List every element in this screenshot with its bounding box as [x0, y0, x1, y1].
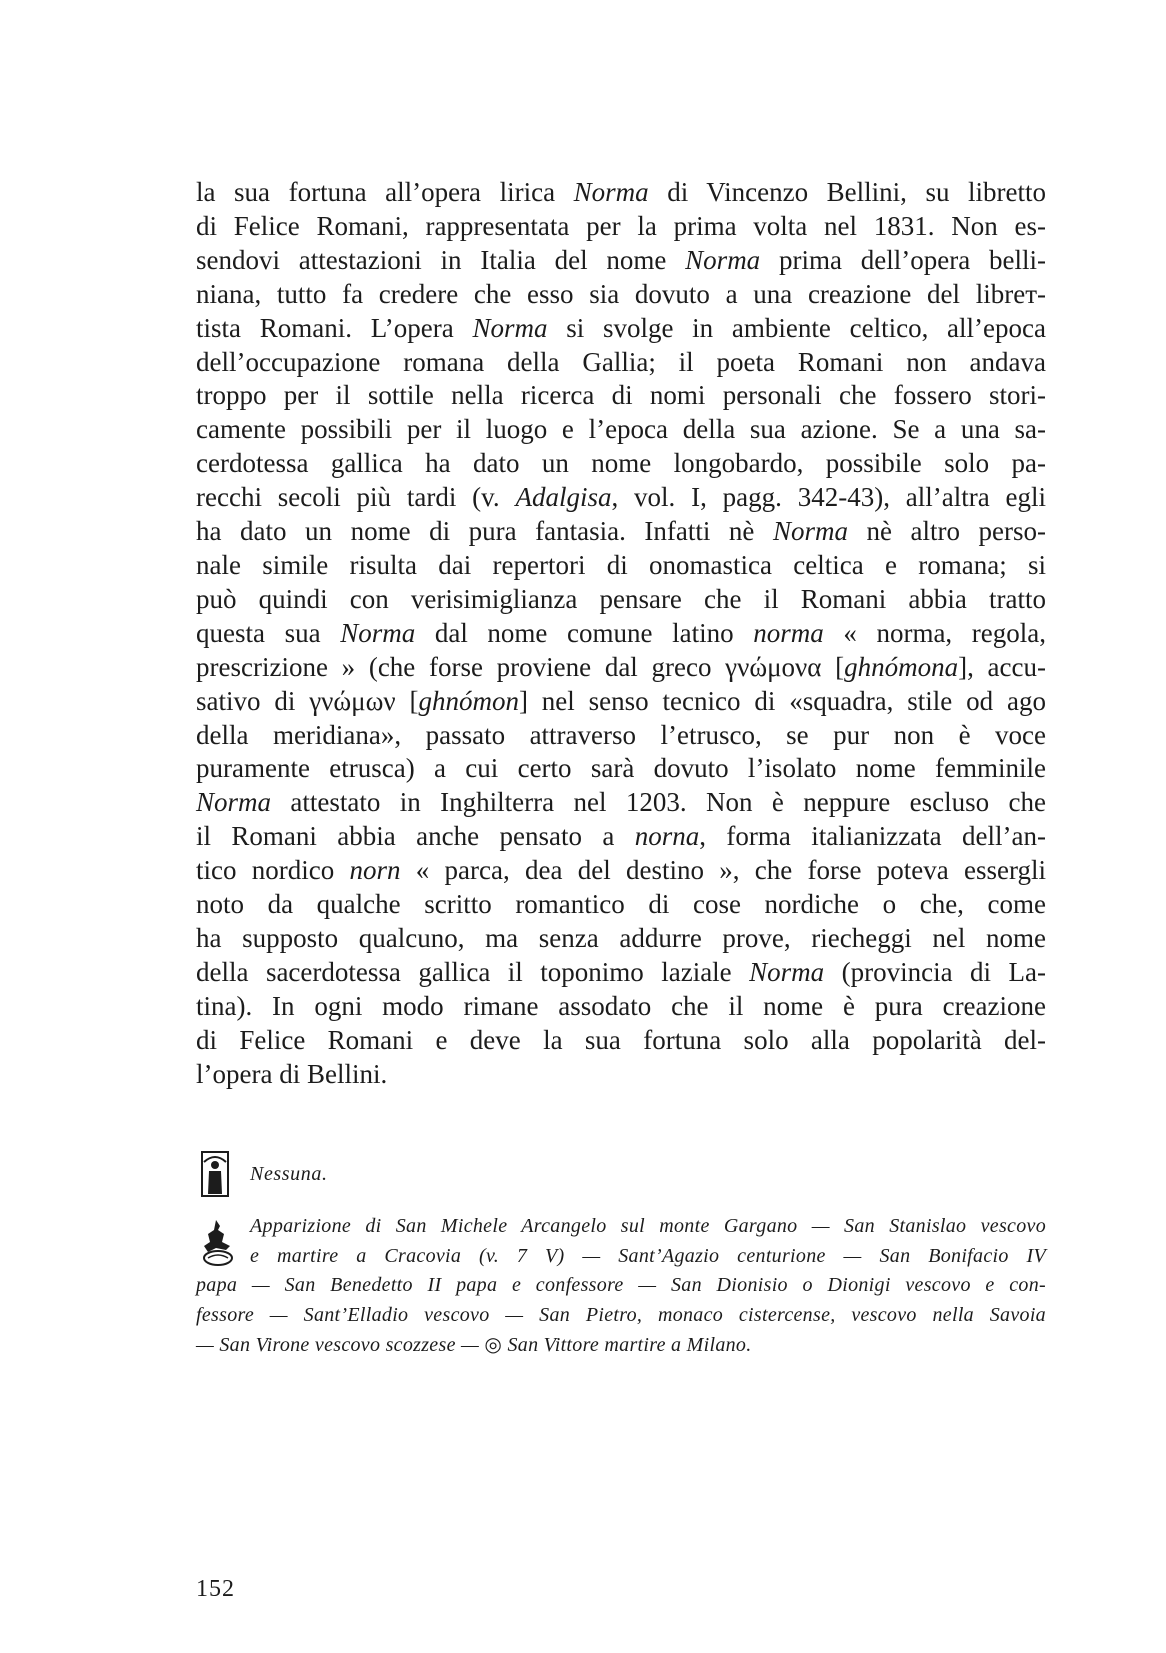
- body-line: della sacerdotessa gallica il toponimo laziale Norma (provincia di La-: [196, 956, 1046, 987]
- saints-line: papa — San Benedetto II papa e confessore — San Dionisio o Dionigi vescovo e con-: [196, 1274, 1046, 1297]
- body-line: tico nordico norn « parca, dea del destino », che forse poteva essergli: [196, 855, 1046, 886]
- body-line: tina). In ogni modo rimane assodato che il nome è pura creazione: [196, 990, 1046, 1021]
- body-line: di Felice Romani, rappresentata per la prima volta nel 1831. Non es-: [196, 210, 1046, 241]
- saints-line: — San Virone vescovo scozzese — ◎ San Vittore martire a Milano.: [196, 1333, 752, 1356]
- body-line: Norma attestato in Inghilterra nel 1203. Non è neppure escluso che: [196, 787, 1046, 818]
- saint-figure-icon: [200, 1150, 230, 1198]
- main-paragraph: [196, 176, 1046, 1091]
- saints-list: [196, 1212, 1046, 1361]
- body-line: cerdotessa gallica ha dato un nome longobardo, possibile solo pa-: [196, 448, 1046, 479]
- saints-of-the-day: [196, 1212, 1046, 1361]
- body-line: l’opera di Bellini.: [196, 1058, 388, 1089]
- saints-line: fessore — Sant’Elladio vescovo — San Pietro, monaco cistercense, vescovo nella Savoia: [196, 1304, 1046, 1327]
- body-line: tista Romani. L’opera Norma si svolge in ambiente celtico, all’epoca: [196, 312, 1046, 343]
- body-line: nale simile risulta dai repertori di onomastica celtica e romana; si: [196, 549, 1046, 580]
- saints-line: Apparizione di San Michele Arcangelo sul monte Gargano — San Stanislao vescovo: [250, 1215, 1046, 1237]
- body-line: noto da qualche scritto romantico di cose nordiche o che, come: [196, 889, 1046, 920]
- body-line: il Romani abbia anche pensato a norna, forma italianizzata dell’an-: [196, 821, 1046, 852]
- body-line: la sua fortuna all’opera lirica Norma di Vincenzo Bellini, su libretto: [196, 177, 1046, 207]
- body-line: può quindi con verisimiglianza pensare che il Romani abbia tratto: [196, 583, 1046, 614]
- body-line: prescrizione » (che forse proviene dal greco γνώμονα [ghnómona], accu-: [196, 651, 1046, 682]
- body-line: sativo di γνώμων [ghnómon] nel senso tecnico di «squadra, stile od ago: [196, 685, 1046, 716]
- onomastico-row: [196, 1150, 1046, 1200]
- page-number: 152: [196, 1576, 235, 1602]
- body-line: dell’occupazione romana della Gallia; il poeta Romani non andava: [196, 346, 1046, 377]
- body-line: camente possibili per il luogo e l’epoca della sua azione. Se a una sa-: [196, 414, 1046, 445]
- body-line: di Felice Romani e deve la sua fortuna solo alla popolarità del-: [196, 1024, 1046, 1055]
- body-line: puramente etrusca) a cui certo sarà dovuto l’isolato nome femminile: [196, 753, 1046, 784]
- eagle-emblem-icon: [196, 1216, 238, 1268]
- body-line: ha dato un nome di pura fantasia. Infatti nè Norma nè altro perso-: [196, 516, 1047, 547]
- body-line: ha supposto qualcuno, ma senza addurre prove, riecheggi nel nome: [196, 922, 1046, 953]
- onomastico-text: Nessuna.: [250, 1163, 328, 1185]
- body-line: sendovi attestazioni in Italia del nome Norma prima dell’opera belli-: [196, 244, 1046, 275]
- body-line: troppo per il sottile nella ricerca di nomi personali che fossero stori-: [196, 380, 1046, 411]
- body-line: recchi secoli più tardi (v. Adalgisa, vol. I, pagg. 342-43), all’altra egli: [196, 482, 1047, 513]
- body-line: della meridiana», passato attraverso l’etrusco, se pur non è voce: [196, 719, 1046, 750]
- body-line: niana, tutto fa credere che esso sia dovuto a una creazione del librет-: [196, 278, 1046, 309]
- body-line: questa sua Norma dal nome comune latino norma « norma, regola,: [196, 617, 1047, 648]
- saints-line: e martire a Cracovia (v. 7 V) — Sant’Agazio centurione — San Bonifacio IV: [250, 1244, 1046, 1267]
